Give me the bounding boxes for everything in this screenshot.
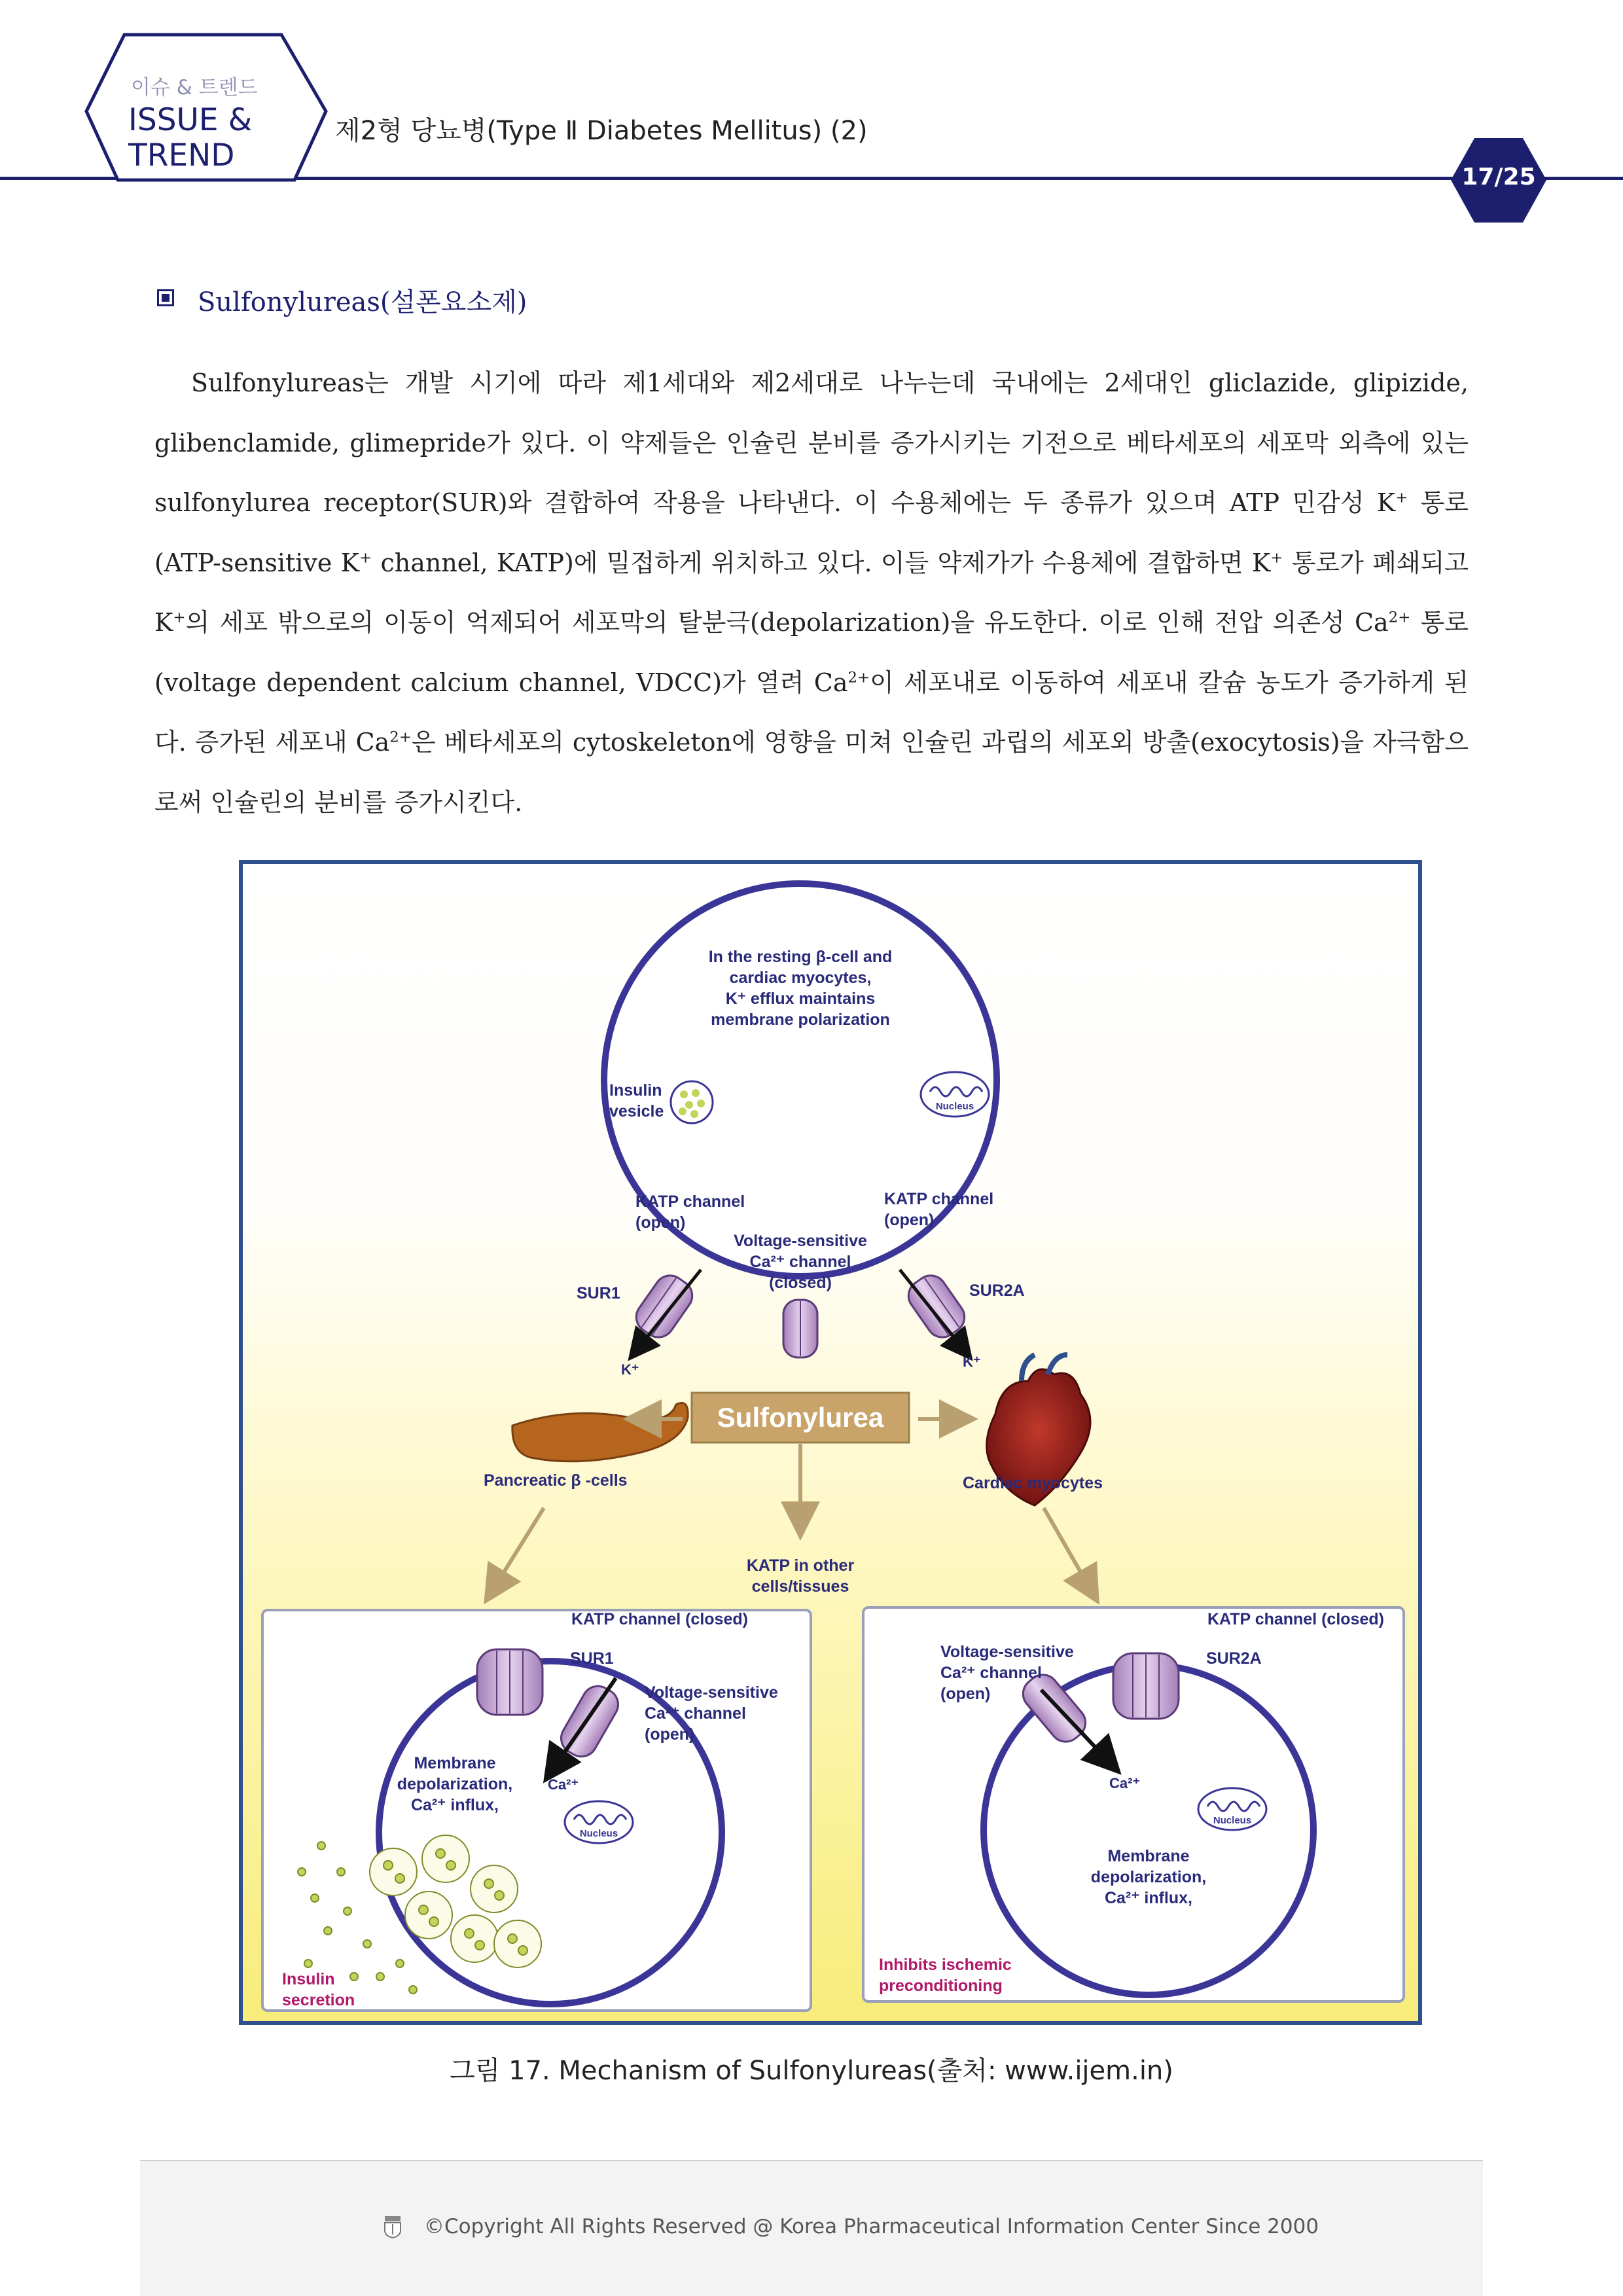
katp-channel-closed-right [1113,1653,1179,1719]
katp-open-left-line: (open) [635,1213,686,1232]
cardiac-label: Cardiac myocytes [963,1474,1103,1492]
right-vscc-open-line: Voltage-sensitive [940,1643,1074,1661]
katp-channel-closed-left [477,1649,543,1715]
copyright-notice: ©Copyright All Rights Reserved @ Korea Pharmaceutical Information Center Since 2000 [424,2215,1319,2238]
vscc-closed-line: Ca²⁺ channel [749,1253,851,1271]
insulin-vesicle-line: vesicle [609,1102,664,1121]
arrow-down-left [494,1508,544,1588]
sulfonylurea-banner-label: Sulfonylurea [717,1402,884,1433]
section-title: Sulfonylureas(설폰요소제) [198,287,527,317]
right-sur2a-label: SUR2A [1206,1649,1262,1668]
katp-open-left-line: KATP channel [635,1193,745,1211]
vscc-closed-label [734,1232,867,1292]
resting-note-line: K⁺ efflux maintains [725,990,876,1008]
insulin-secretion-line: secretion [282,1991,355,2009]
right-membrane-label [1091,1847,1206,1907]
right-vscc-open-line: Ca²⁺ channel [940,1664,1042,1682]
k-plus-label-left: K⁺ [621,1361,639,1378]
paragraph: Sulfonylureas는 개발 시기에 따라 제1세대와 제2세대로 나누는데 국내에는 2세대인 gliclazide, glipizide, glibenclamide, glimepride가 있다. 이 약제들은 인슐린 분비를 증가시키는 기전으로 베타세포의 세포막 외측에 있는 sulfonylurea receptor(SUR)와 결합하여 작용을 나타낸다. 이 수용체에는 두 종류가 있으며 ATP 민감성 K+ 통로(ATP-sensitive K+ channel, KATP)에 밀접하게 위치하고 있다. 이들 약제가가 수용체에 결합하면 K+ 통로가 폐쇄되고 K+의 세포 밖으로의 이동이 억제되어 세포막의 탈분극(depolarization)을 유도한다. 이로 인해 전압 의존성 $Ca^{2+}$ 통로(voltage dependent calcium channel, VDCC)가 열려 $Ca^{2+}$이 세포내로 이동하여 세포내 칼슘 농도가 증가하게 된다. 증가된 세포내 $Ca^{2+}$은 베타세포의 cytoskeleton에 영향을 미쳐 인슐린 과립의 세포외 방출(exocytosis)을 자극함으로써 인슐린의 분비를 증가시킨다. [154,368,1469,817]
left-vscc-open-line: Ca²⁺ channel [645,1704,746,1723]
left-membrane-line: depolarization, [397,1775,513,1793]
document-title: 제2형 당뇨병(Type Ⅱ Diabetes Mellitus) (2) [335,116,868,146]
katp-channel-left [630,1269,698,1343]
left-sur1-label: SUR1 [570,1649,614,1668]
section-bullet-fill [162,294,169,302]
logo-korean-label: 이슈 & 트렌드 [131,76,258,99]
figure-caption: 그림 17. Mechanism of Sulfonylureas(출처: www.ijem.in) [450,2056,1173,2086]
left-katp-closed-label: KATP channel (closed) [571,1610,748,1628]
kpic-emblem-icon [383,2215,402,2238]
nucleus-icon-top [921,1072,989,1117]
right-ca-label: Ca²⁺ [1109,1775,1141,1791]
insulin-vesicle-line: Insulin [609,1081,662,1100]
body-text [154,353,1469,833]
sur2a-label: SUR2A [969,1282,1025,1300]
resting-note-line: cardiac myocytes, [729,969,872,987]
page-number: 17/25 [1461,164,1536,190]
right-membrane-line: depolarization, [1090,1868,1207,1886]
katp-channel-right [902,1269,971,1343]
left-vscc-open-line: Voltage-sensitive [645,1683,778,1702]
svg-text:Nucleus: Nucleus [579,1828,618,1839]
vscc-closed-line: (closed) [769,1274,832,1292]
vscc-closed-line: Voltage-sensitive [734,1232,867,1250]
katp-other-line: cells/tissues [751,1577,849,1596]
right-vscc-open-line: (open) [940,1685,991,1703]
pancreas-image [512,1403,688,1462]
nucleus-icon-right [1198,1788,1266,1830]
svg-text:Nucleus: Nucleus [1213,1815,1252,1826]
ischemic-line: preconditioning [879,1977,1003,1995]
k-plus-label-right: K⁺ [963,1354,981,1370]
left-vscc-open-line: (open) [645,1725,695,1744]
sur1-label: SUR1 [577,1284,620,1302]
right-membrane-line: Membrane [1107,1847,1190,1865]
left-membrane-line: Ca²⁺ influx, [410,1796,499,1814]
pancreatic-label: Pancreatic β -cells [484,1471,628,1490]
katp-open-right-line: (open) [884,1211,935,1229]
logo-issue-label: ISSUE & [128,102,253,138]
katp-open-right-line: KATP channel [884,1190,994,1208]
left-membrane-line: Membrane [414,1754,496,1772]
resting-note-line: In the resting β-cell and [708,948,893,966]
left-ca-label: Ca²⁺ [548,1776,579,1793]
right-katp-closed-label: KATP channel (closed) [1207,1610,1384,1628]
katp-other-label [747,1556,855,1596]
right-membrane-line: Ca²⁺ influx, [1104,1889,1193,1907]
resting-note-line: membrane polarization [711,1011,890,1029]
left-membrane-label [397,1754,512,1814]
arrow-down-right [1044,1508,1090,1588]
ischemic-line: Inhibits ischemic [879,1956,1012,1974]
sulfonylurea-mechanism-figure [239,860,1422,2025]
katp-other-line: KATP in other [746,1556,855,1575]
nucleus-icon-left [565,1801,633,1843]
insulin-secretion-line: Insulin [282,1970,335,1988]
svg-text:Nucleus: Nucleus [935,1101,974,1112]
insulin-vesicle-icon [671,1081,713,1123]
vscc-channel-closed [783,1300,817,1357]
logo-trend-label: TREND [128,137,235,173]
